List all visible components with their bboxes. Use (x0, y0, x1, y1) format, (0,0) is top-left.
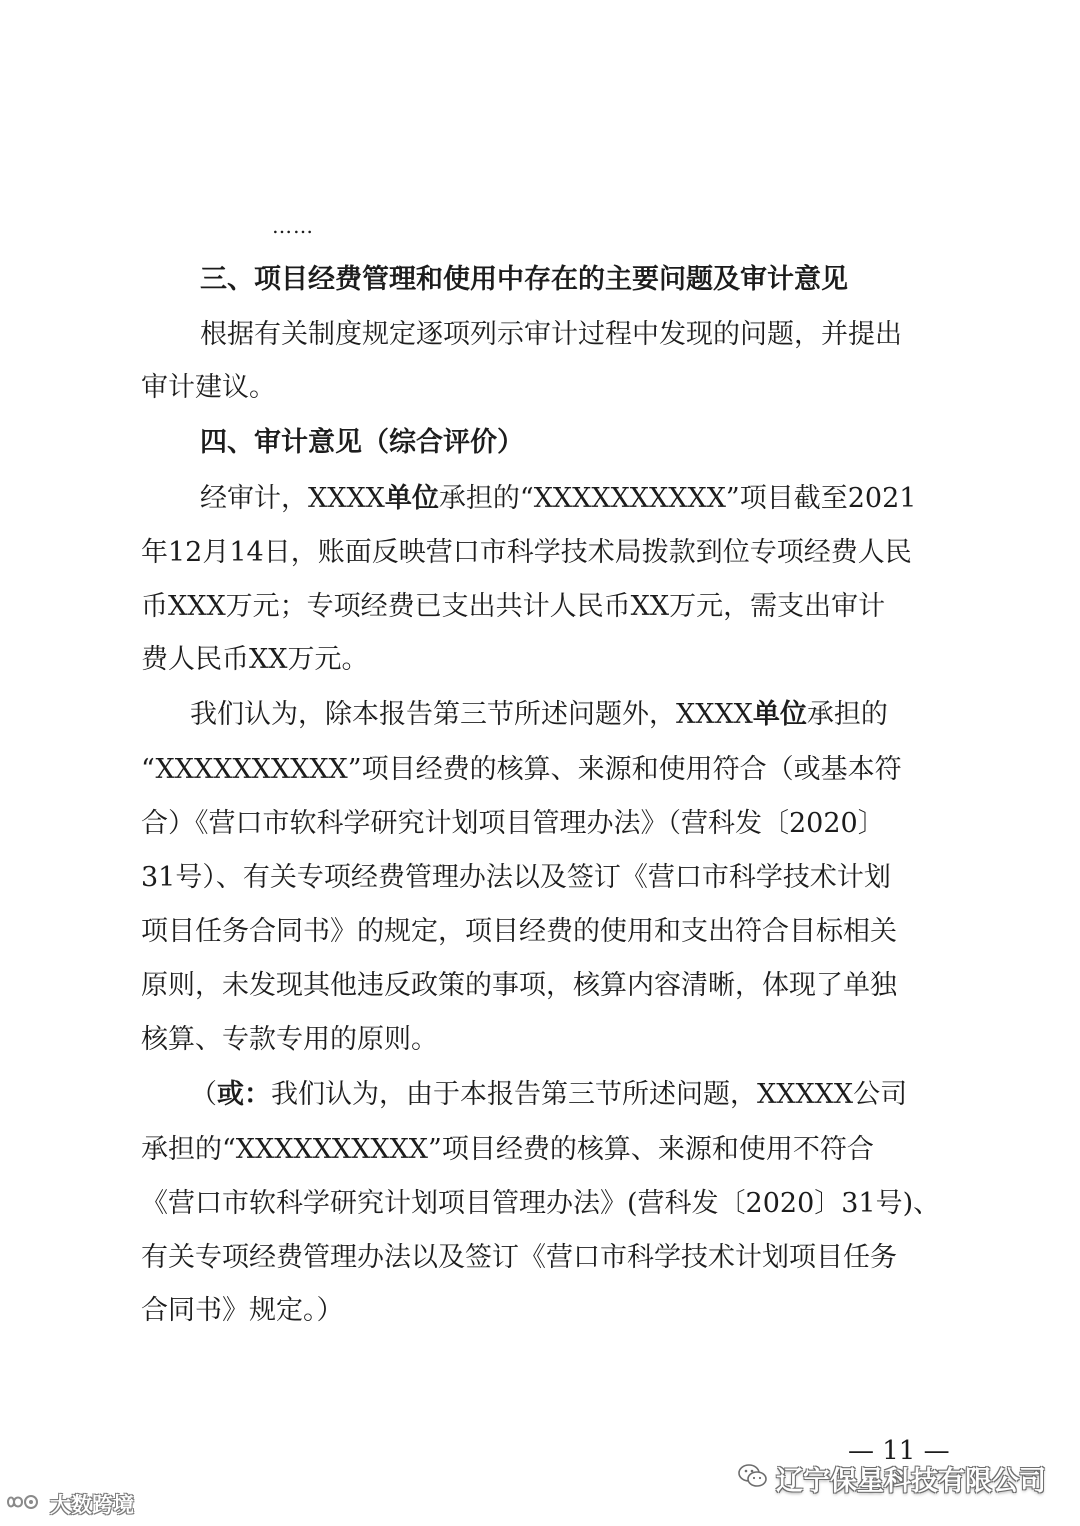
wechat-icon (738, 1463, 768, 1493)
paragraph-3-line-1 (190, 1075, 907, 1115)
section-3-text-line: 根据有关制度规定逐项列示审计过程中发现的问题，并提出 (200, 319, 902, 350)
paragraph-1-line-3: 币XXX万元；专项经费已支出共计人民币XX万元，需支出审计 (141, 591, 886, 622)
paragraph-2-line-3: 合）《营口市软科学研究计划项目管理办法》（营科发〔2020〕 (141, 808, 885, 839)
section-3-heading: 三、项目经费管理和使用中存在的主要问题及审计意见 (200, 264, 848, 295)
bold-text: 单位 (752, 699, 807, 730)
text-segment: 经审计，XXXX (200, 483, 385, 514)
site-watermark (4, 1487, 134, 1521)
paragraph-2-line-1 (190, 695, 888, 735)
paragraph-2-line-4: 31号）、有关专项经费管理办法以及签订《营口市科学技术计划 (141, 862, 891, 893)
text-segment: 承担的“XXXXXXXXXX”项目截至2021 (438, 483, 917, 514)
paragraph-2-line-5: 项目任务合同书》的规定，项目经费的使用和支出符合目标相关 (141, 916, 897, 947)
paragraph-3-line-4: 有关专项经费管理办法以及签订《营口市科学技术计划项目任务 (141, 1242, 897, 1273)
section-4-heading: 四、审计意见（综合评价） (200, 427, 524, 458)
paragraph-3-line-5: 合同书》规定。） (141, 1295, 344, 1326)
infinity-logo-icon (4, 1491, 44, 1517)
paragraph-1-line-1 (200, 479, 916, 519)
paragraph-2-line-6: 原则，未发现其他违反政策的事项，核算内容清晰，体现了单独 (141, 970, 897, 1001)
page-number: — 11 — (848, 1436, 950, 1466)
paragraph-1-line-2: 年12月14日，账面反映营口市科学技术局拨款到位专项经费人民 (141, 537, 912, 568)
bold-text: 或： (217, 1079, 271, 1110)
text-segment: 我们认为，由于本报告第三节所述问题，XXXXX公司 (271, 1079, 908, 1110)
account-name: 辽宁保星科技有限公司 (776, 1465, 1046, 1497)
section-3-text-line: 审计建议。 (141, 372, 276, 403)
text-segment: （ (190, 1079, 217, 1110)
ellipsis: …… (272, 214, 314, 238)
account-watermark (738, 1458, 1046, 1498)
bold-text: 单位 (384, 483, 439, 514)
paragraph-1-line-4: 费人民币XX万元。 (141, 644, 369, 675)
text-segment: 我们认为，除本报告第三节所述问题外，XXXX (190, 699, 753, 730)
paragraph-3-line-3: 《营口市软科学研究计划项目管理办法》(营科发〔2020〕31号)、 (141, 1188, 941, 1219)
paragraph-2-line-2: “XXXXXXXXXX”项目经费的核算、来源和使用符合（或基本符 (141, 754, 902, 785)
paragraph-2-line-7: 核算、专款专用的原则。 (141, 1024, 438, 1055)
paragraph-3-line-2: 承担的“XXXXXXXXXX”项目经费的核算、来源和使用不符合 (141, 1134, 874, 1165)
text-segment: 承担的 (806, 699, 888, 730)
site-name: 大数跨境 (50, 1493, 134, 1517)
